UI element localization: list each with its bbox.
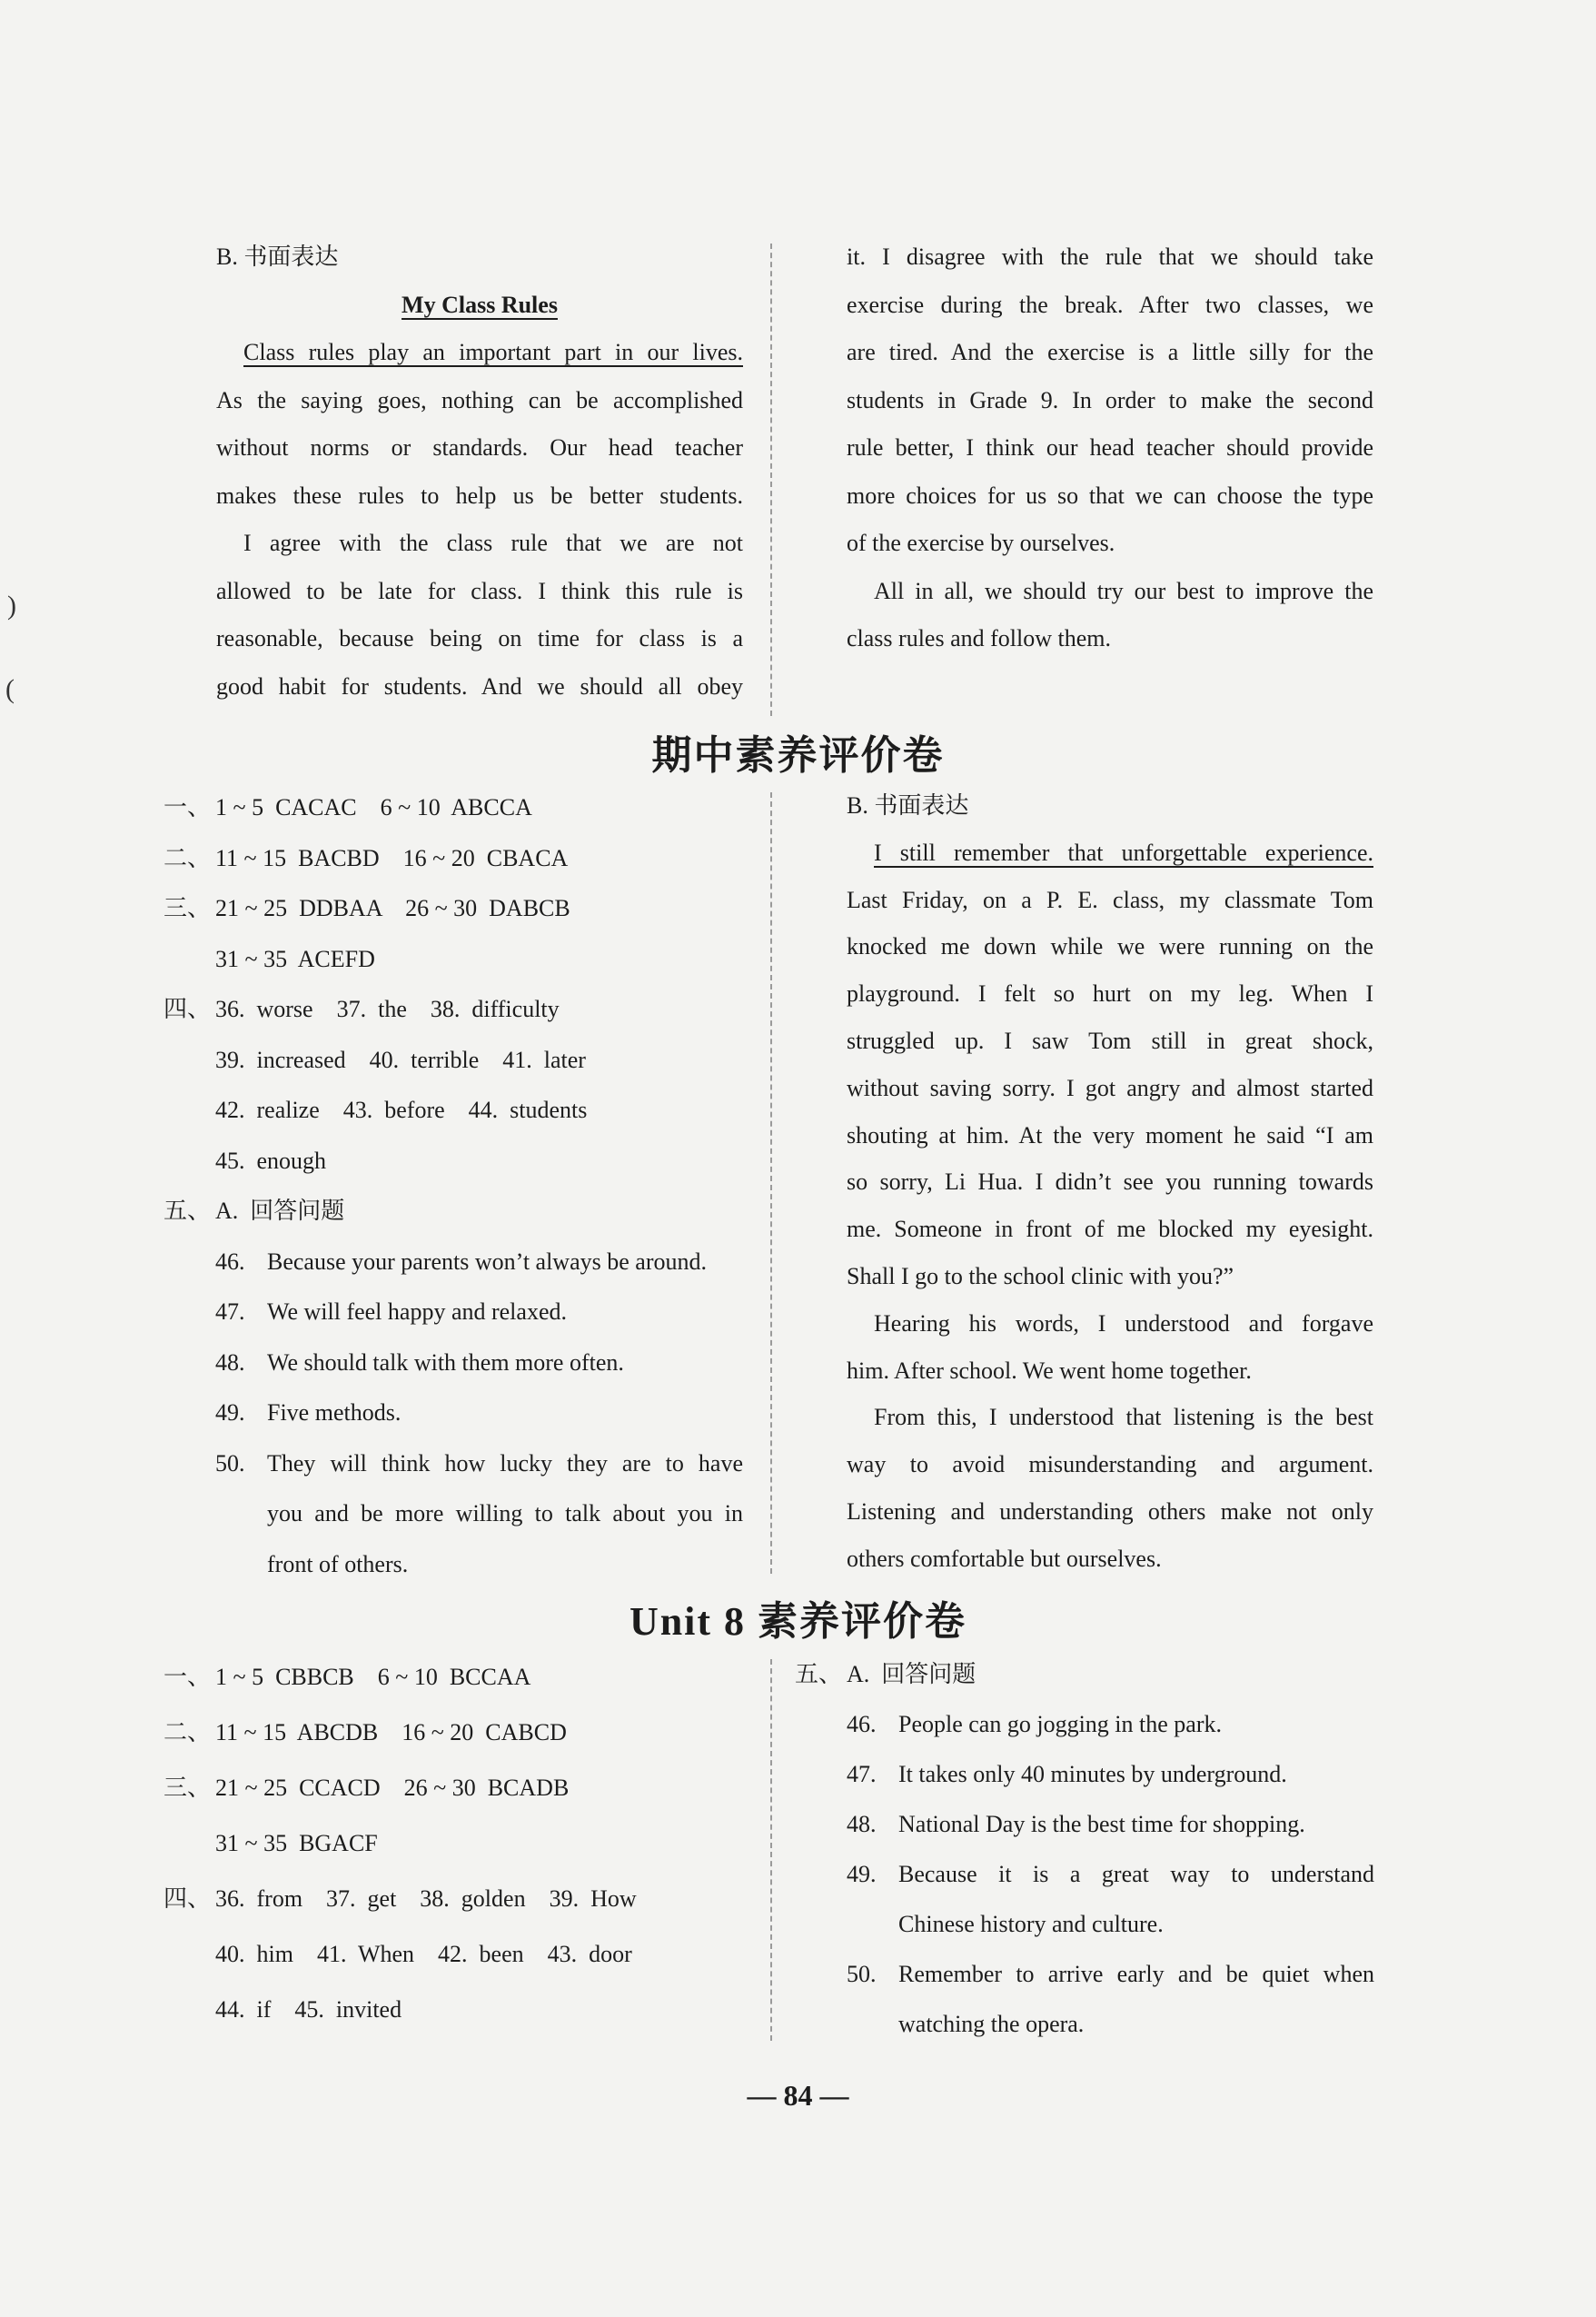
answer-row: 21 ~ 25 DDBAA 26 ~ 30 DABCB — [215, 895, 570, 921]
section-label: 二、 — [164, 1719, 212, 1745]
essay1-line: of the exercise by ourselves. — [847, 530, 1115, 556]
essay2-line: struggled up. I saw Tom still in great shock, — [847, 1027, 1373, 1054]
essay2-line: me. Someone in front of me blocked my eyesight. — [847, 1216, 1373, 1243]
section-label: 一、 — [164, 794, 212, 820]
essay2-line: Listening and understanding others make not only — [847, 1497, 1373, 1525]
essay1-line: more choices for us so that we can choose the type — [847, 482, 1373, 509]
essay2-line: so sorry, Li Hua. I didn’t see you running towards — [847, 1168, 1373, 1196]
essay1-line: makes these rules to help us be better students. — [216, 482, 743, 509]
column-divider-3 — [770, 1659, 772, 2041]
answer-row: 21 ~ 25 CCACD 26 ~ 30 BCADB — [215, 1775, 570, 1801]
midterm-essay-column — [847, 782, 1373, 1583]
binding-mark-top: ) — [7, 591, 16, 621]
answer-text: They will think how lucky they are to have — [267, 1449, 743, 1477]
question-number: 46. — [215, 1248, 245, 1275]
question-number: 50. — [847, 1961, 877, 1987]
essay2-heading: B. 书面表达 — [847, 792, 969, 819]
answer-text: Five methods. — [267, 1399, 401, 1426]
essay1-line: Class rules play an important part in our lives. — [243, 339, 743, 365]
answer-text: Because it is a great way to understand — [898, 1861, 1374, 1887]
answer-row: 44. if 45. invited — [215, 1996, 402, 2023]
essay2-line: From this, I understood that listening is the best — [874, 1404, 1373, 1431]
essay1-line: class rules and follow them. — [847, 625, 1111, 651]
answer-text: Chinese history and culture. — [898, 1911, 1164, 1937]
page-number: — 84 — — [747, 2079, 849, 2112]
question-number: 48. — [215, 1348, 245, 1376]
answer-row: 39. increased 40. terrible 41. later — [215, 1046, 586, 1073]
answer-text: National Day is the best time for shopping. — [898, 1811, 1305, 1837]
essay2-line: Last Friday, on a P. E. class, my classmate Tom — [847, 886, 1373, 913]
question-number: 47. — [215, 1298, 245, 1325]
question-number: 50. — [215, 1449, 245, 1477]
question-number: 48. — [847, 1811, 877, 1837]
essay2-line: shouting at him. At the very moment he said “I am — [847, 1121, 1373, 1149]
essay1-line: rule better, I think our head teacher should provide — [847, 434, 1373, 461]
essay1-heading: B. 书面表达 — [216, 244, 339, 270]
essay1-line: reasonable, because being on time for class is a — [216, 625, 743, 651]
essay1-line: it. I disagree with the rule that we should take — [847, 244, 1373, 270]
answer-text: We should talk with them more often. — [267, 1348, 624, 1376]
answer-row: 36. from 37. get 38. golden 39. How — [215, 1885, 637, 1912]
unit8-qa-column — [795, 1649, 1376, 2049]
answer-row: 36. worse 37. the 38. difficulty — [215, 996, 560, 1022]
essay1-line: students in Grade 9. In order to make the second — [847, 386, 1373, 413]
answer-text: front of others. — [267, 1550, 409, 1577]
section-label: 一、 — [164, 1664, 212, 1690]
section-label: 四、 — [164, 1885, 212, 1912]
question-number: 49. — [215, 1399, 245, 1426]
answer-text: People can go jogging in the park. — [898, 1711, 1222, 1737]
essay2-line: playground. I felt so hurt on my leg. When I — [847, 980, 1373, 1008]
section-label: 五、 — [164, 1198, 212, 1224]
unit8-title: Unit 8 素养评价卷 — [629, 1599, 967, 1644]
binding-mark-bottom: ( — [5, 674, 15, 704]
subsection-heading: A. 回答问题 — [847, 1661, 976, 1687]
essay2-line: Hearing his words, I understood and forgave — [874, 1309, 1373, 1337]
unit8-answers — [164, 1649, 754, 2037]
essay2-line: him. After school. We went home together. — [847, 1357, 1252, 1384]
answer-row: 40. him 41. When 42. been 43. door — [215, 1941, 632, 1967]
question-number: 47. — [847, 1761, 877, 1787]
essay1-line: without norms or standards. Our head teacher — [216, 434, 743, 461]
question-number: 49. — [847, 1861, 877, 1887]
answer-row: 11 ~ 15 ABCDB 16 ~ 20 CABCD — [215, 1719, 567, 1745]
answer-row: 11 ~ 15 BACBD 16 ~ 20 CBACA — [215, 844, 569, 871]
essay1-line: good habit for students. And we should all obey — [216, 672, 743, 700]
answer-row: 45. enough — [215, 1147, 327, 1174]
section-label: 三、 — [164, 895, 212, 921]
midterm-title: 期中素养评价卷 — [651, 733, 945, 778]
answer-text: watching the opera. — [898, 2011, 1085, 2037]
essay2-line: Shall I go to the school clinic with you?” — [847, 1262, 1234, 1289]
essay2-line: knocked me down while we were running on the — [847, 933, 1373, 960]
column-divider-1 — [770, 244, 772, 716]
answer-text: you and be more willing to talk about you in — [267, 1500, 743, 1526]
answer-text: Remember to arrive early and be quiet when — [898, 1961, 1374, 1987]
answer-row: 31 ~ 35 BGACF — [215, 1830, 378, 1856]
essay1-left-column — [216, 234, 743, 711]
answer-row: 1 ~ 5 CBBCB 6 ~ 10 BCCAA — [215, 1664, 531, 1690]
midterm-answers — [164, 782, 754, 1589]
section-label: 三、 — [164, 1775, 212, 1801]
section-label: 四、 — [164, 996, 212, 1022]
answer-text: It takes only 40 minutes by underground. — [898, 1761, 1287, 1787]
essay2-line: I still remember that unforgettable experience. — [874, 839, 1373, 866]
answer-text: Because your parents won’t always be around. — [267, 1248, 707, 1275]
column-divider-2 — [770, 792, 772, 1574]
essay1-title: My Class Rules — [401, 291, 558, 318]
question-number: 46. — [847, 1711, 877, 1737]
answer-text: We will feel happy and relaxed. — [267, 1298, 567, 1325]
essay1-line: I agree with the class rule that we are not — [243, 530, 743, 556]
essay1-line: are tired. And the exercise is a little silly for the — [847, 339, 1373, 365]
section-label: 五、 — [795, 1661, 843, 1687]
section-label: 二、 — [164, 844, 212, 871]
subsection-heading: A. 回答问题 — [215, 1198, 345, 1224]
essay1-right-column — [847, 234, 1373, 663]
essay2-line: others comfortable but ourselves. — [847, 1545, 1162, 1572]
answer-row: 31 ~ 35 ACEFD — [215, 945, 375, 972]
essay1-line: allowed to be late for class. I think this rule is — [216, 577, 743, 604]
essay2-line: way to avoid misunderstanding and argument. — [847, 1451, 1373, 1478]
essay1-line: As the saying goes, nothing can be accomplished — [216, 386, 743, 413]
answer-row: 1 ~ 5 CACAC 6 ~ 10 ABCCA — [215, 794, 532, 820]
essay1-line: All in all, we should try our best to improve the — [874, 577, 1373, 604]
essay1-line: exercise during the break. After two classes, we — [847, 291, 1373, 318]
answer-row: 42. realize 43. before 44. students — [215, 1097, 588, 1123]
essay2-line: without saving sorry. I got angry and almost started — [847, 1074, 1373, 1101]
